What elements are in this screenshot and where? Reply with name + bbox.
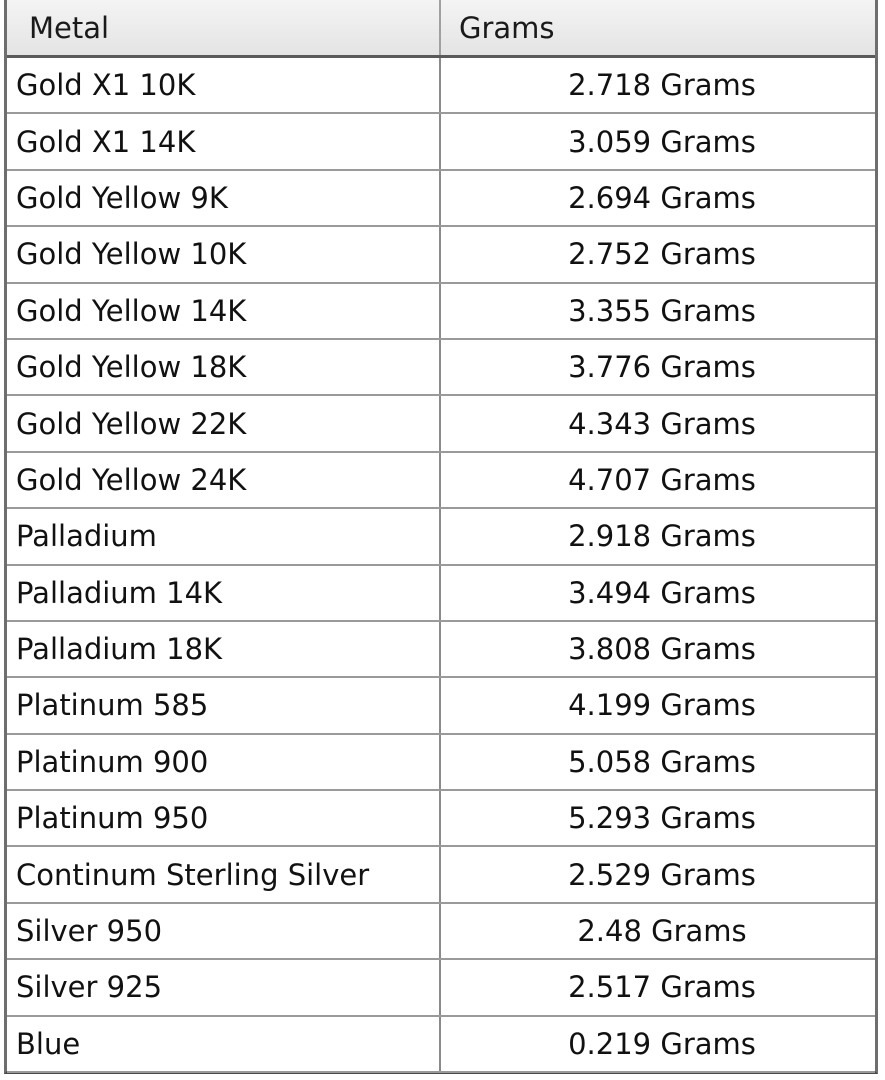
grams-cell[interactable]: 3.059 Grams	[568, 124, 756, 159]
column-header-grams[interactable]: Grams	[459, 10, 555, 45]
grams-cell[interactable]: 2.48 Grams	[577, 914, 747, 949]
metal-cell[interactable]: Palladium 14K	[7, 566, 441, 620]
grams-cell[interactable]: 4.707 Grams	[568, 462, 756, 497]
metal-cell[interactable]: Silver 925	[7, 960, 441, 1014]
grams-cell[interactable]: 5.058 Grams	[568, 744, 756, 779]
grams-cell[interactable]: 2.694 Grams	[568, 180, 756, 215]
metal-cell[interactable]: Gold Yellow 10K	[7, 227, 441, 281]
table-row[interactable]	[7, 396, 875, 452]
table-row[interactable]	[7, 284, 875, 340]
table-row[interactable]	[7, 847, 875, 903]
table-row[interactable]	[7, 340, 875, 396]
table-row[interactable]	[7, 171, 875, 227]
metal-cell[interactable]: Gold Yellow 18K	[7, 340, 441, 394]
table-row[interactable]	[7, 114, 875, 170]
metal-cell[interactable]: Platinum 585	[7, 678, 441, 732]
metal-cell[interactable]: Gold X1 14K	[7, 114, 441, 168]
grid-header	[7, 0, 875, 58]
grams-cell[interactable]: 0.219 Grams	[568, 1026, 756, 1061]
table-row[interactable]	[7, 566, 875, 622]
metal-weight-grid	[4, 0, 878, 1074]
metal-cell[interactable]: Continum Sterling Silver	[7, 847, 441, 901]
metal-cell[interactable]: Platinum 950	[7, 791, 441, 845]
grams-cell[interactable]: 3.808 Grams	[568, 632, 756, 667]
grams-cell[interactable]: 2.752 Grams	[568, 237, 756, 272]
grams-cell[interactable]: 2.718 Grams	[568, 68, 756, 103]
grid-rows	[7, 58, 875, 1073]
grams-cell[interactable]: 2.529 Grams	[568, 857, 756, 892]
column-header-metal[interactable]: Metal	[7, 0, 441, 55]
table-row[interactable]	[7, 58, 875, 114]
metal-cell[interactable]: Gold Yellow 22K	[7, 396, 441, 450]
table-row[interactable]	[7, 453, 875, 509]
table-row[interactable]	[7, 1017, 875, 1073]
metal-cell[interactable]: Gold Yellow 24K	[7, 453, 441, 507]
metal-cell[interactable]: Gold X1 10K	[7, 58, 441, 112]
table-row[interactable]	[7, 904, 875, 960]
table-row[interactable]	[7, 735, 875, 791]
metal-cell[interactable]: Platinum 900	[7, 735, 441, 789]
grams-cell[interactable]: 4.343 Grams	[568, 406, 756, 441]
grams-cell[interactable]: 4.199 Grams	[568, 688, 756, 723]
metal-cell[interactable]: Silver 950	[7, 904, 441, 958]
grams-cell[interactable]: 3.776 Grams	[568, 350, 756, 385]
metal-cell[interactable]: Gold Yellow 14K	[7, 284, 441, 338]
table-row[interactable]	[7, 678, 875, 734]
grams-cell[interactable]: 5.293 Grams	[568, 801, 756, 836]
grams-cell[interactable]: 2.517 Grams	[568, 970, 756, 1005]
metal-cell[interactable]: Blue	[7, 1017, 441, 1071]
metal-cell[interactable]: Gold Yellow 9K	[7, 171, 441, 225]
table-row[interactable]	[7, 791, 875, 847]
table-row[interactable]	[7, 622, 875, 678]
grams-cell[interactable]: 3.355 Grams	[568, 293, 756, 328]
metal-cell[interactable]: Palladium	[7, 509, 441, 563]
table-row[interactable]	[7, 509, 875, 565]
table-row[interactable]	[7, 227, 875, 283]
table-row[interactable]	[7, 960, 875, 1016]
grams-cell[interactable]: 2.918 Grams	[568, 519, 756, 554]
grams-cell[interactable]: 3.494 Grams	[568, 575, 756, 610]
metal-cell[interactable]: Palladium 18K	[7, 622, 441, 676]
